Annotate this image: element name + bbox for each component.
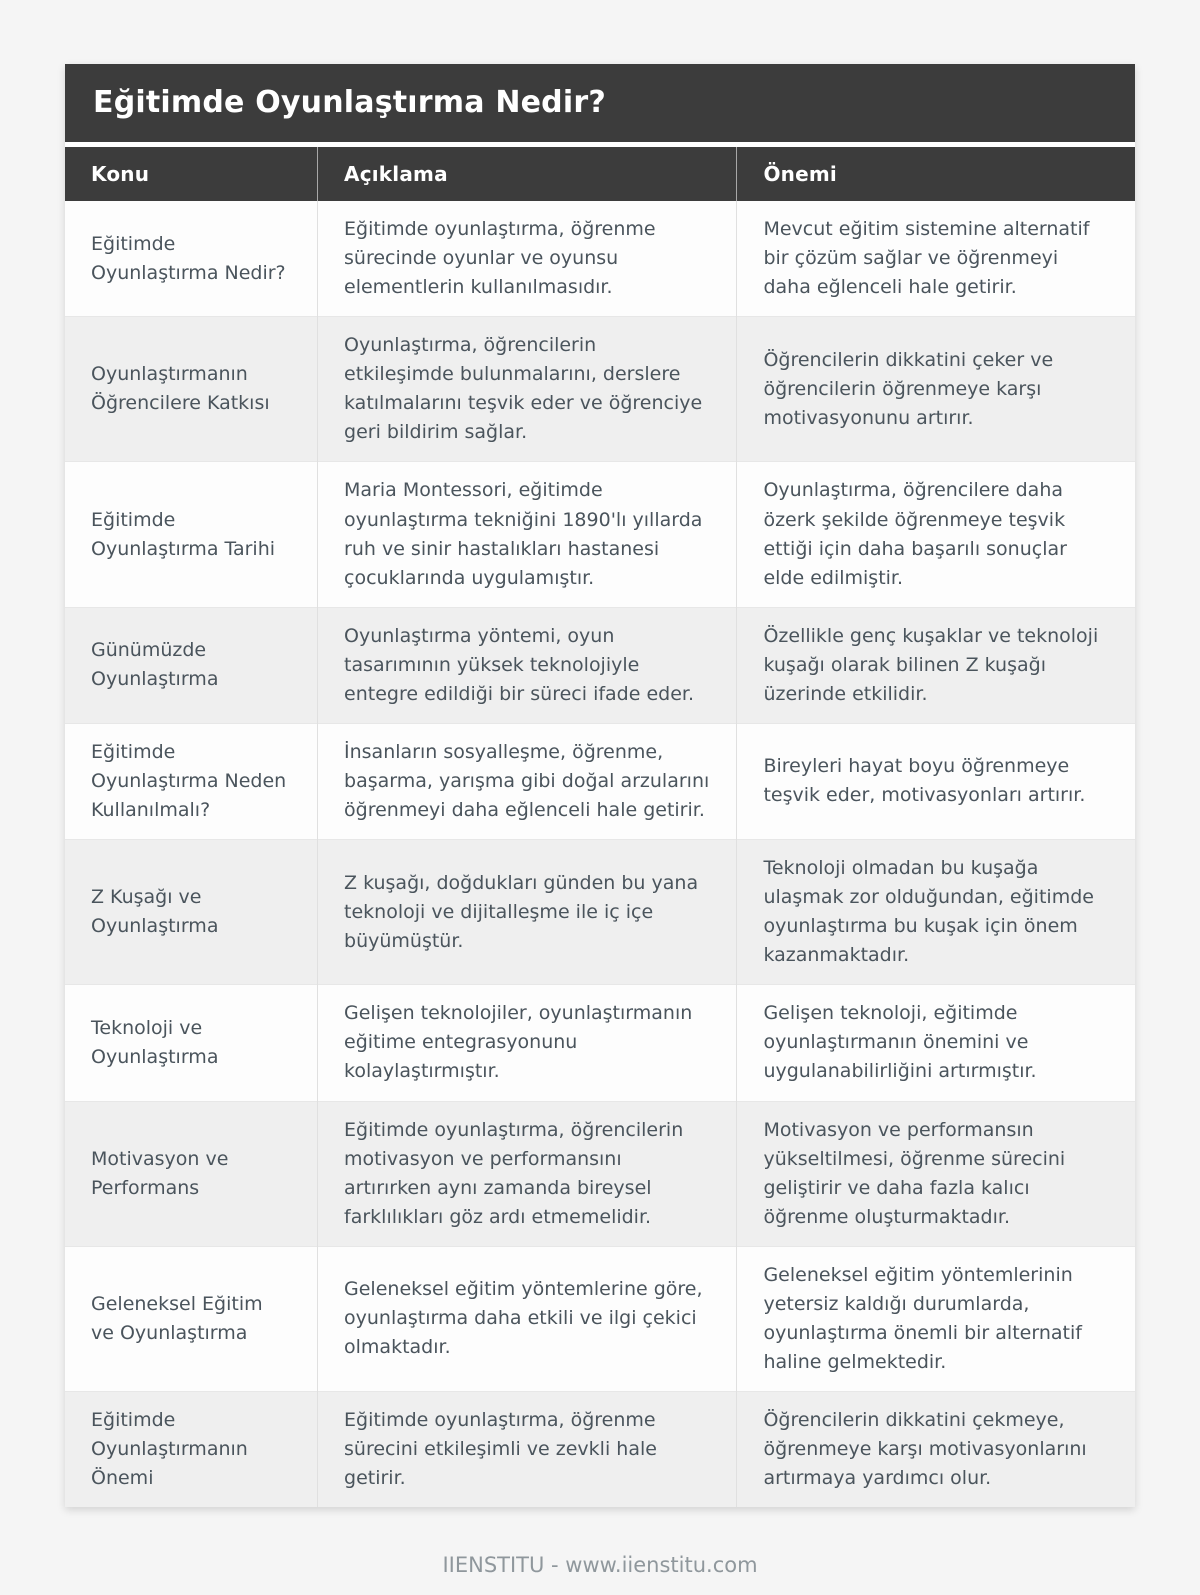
table-row bbox=[65, 201, 1135, 317]
content-card bbox=[65, 64, 1135, 1507]
column-header-aciklama: Açıklama bbox=[318, 147, 737, 201]
table-row bbox=[65, 985, 1135, 1101]
cell-aciklama: Oyunlaştırma, öğrencilerin etkileşimde bulunmalarını, derslere katılmalarını teşvik eder ve öğrenciye geri bildirim sağlar. bbox=[318, 317, 737, 462]
cell-onemi: Oyunlaştırma, öğrencilere daha özerk şekilde öğrenmeye teşvik ettiği için daha başarılı sonuçlar elde edilmiştir. bbox=[737, 462, 1135, 607]
table-row bbox=[65, 1246, 1135, 1391]
cell-aciklama: Oyunlaştırma yöntemi, oyun tasarımının yüksek teknolojiyle entegre edildiği bir süreci ifade eder. bbox=[318, 607, 737, 723]
table-row bbox=[65, 462, 1135, 607]
cell-konu: Eğitimde Oyunlaştırmanın Önemi bbox=[65, 1392, 318, 1508]
cell-onemi: Motivasyon ve performansın yükseltilmesi, öğrenme sürecini geliştirir ve daha fazla kalıcı öğrenme oluşturmaktadır. bbox=[737, 1101, 1135, 1246]
table-row bbox=[65, 317, 1135, 462]
cell-onemi: Özellikle genç kuşaklar ve teknoloji kuşağı olarak bilinen Z kuşağı üzerinde etkilidir. bbox=[737, 607, 1135, 723]
cell-aciklama: Geleneksel eğitim yöntemlerine göre, oyunlaştırma daha etkili ve ilgi çekici olmaktadır. bbox=[318, 1246, 737, 1391]
cell-onemi: Gelişen teknoloji, eğitimde oyunlaştırmanın önemini ve uygulanabilirliğini artırmıştır. bbox=[737, 985, 1135, 1101]
table-body bbox=[65, 201, 1135, 1507]
cell-onemi: Öğrencilerin dikkatini çeker ve öğrencilerin öğrenmeye karşı motivasyonunu artırır. bbox=[737, 317, 1135, 462]
cell-konu: Motivasyon ve Performans bbox=[65, 1101, 318, 1246]
cell-aciklama: Eğitimde oyunlaştırma, öğrenme sürecini etkileşimli ve zevkli hale getirir. bbox=[318, 1392, 737, 1508]
page-title: Eğitimde Oyunlaştırma Nedir? bbox=[65, 64, 1135, 142]
gamification-table bbox=[65, 147, 1135, 1507]
column-header-konu: Konu bbox=[65, 147, 318, 201]
cell-onemi: Geleneksel eğitim yöntemlerinin yetersiz kaldığı durumlarda, oyunlaştırma önemli bir alternatif haline gelmektedir. bbox=[737, 1246, 1135, 1391]
cell-aciklama: Eğitimde oyunlaştırma, öğrenme sürecinde oyunlar ve oyunsu elementlerin kullanılmasıdır. bbox=[318, 201, 737, 317]
cell-aciklama: Gelişen teknolojiler, oyunlaştırmanın eğitime entegrasyonunu kolaylaştırmıştır. bbox=[318, 985, 737, 1101]
cell-konu: Oyunlaştırmanın Öğrencilere Katkısı bbox=[65, 317, 318, 462]
document-page bbox=[65, 0, 1135, 1577]
cell-onemi: Bireyleri hayat boyu öğrenmeye teşvik eder, motivasyonları artırır. bbox=[737, 723, 1135, 839]
table-row bbox=[65, 840, 1135, 985]
cell-onemi: Mevcut eğitim sistemine alternatif bir çözüm sağlar ve öğrenmeyi daha eğlenceli hale getirir. bbox=[737, 201, 1135, 317]
cell-aciklama: Eğitimde oyunlaştırma, öğrencilerin motivasyon ve performansını artırırken aynı zamanda bireysel farklılıkları göz ardı etmemelidir. bbox=[318, 1101, 737, 1246]
cell-konu: Geleneksel Eğitim ve Oyunlaştırma bbox=[65, 1246, 318, 1391]
cell-konu: Z Kuşağı ve Oyunlaştırma bbox=[65, 840, 318, 985]
footer-brand-text: IIENSTITU - www.iienstitu.com bbox=[442, 1553, 758, 1578]
column-header-onemi: Önemi bbox=[737, 147, 1135, 201]
table-header bbox=[65, 147, 1135, 201]
cell-konu: Eğitimde Oyunlaştırma Neden Kullanılmalı? bbox=[65, 723, 318, 839]
cell-aciklama: Maria Montessori, eğitimde oyunlaştırma tekniğini 1890'lı yıllarda ruh ve sinir hastalıkları hastanesi çocuklarında uygulamıştır. bbox=[318, 462, 737, 607]
table-row bbox=[65, 607, 1135, 723]
cell-konu: Günümüzde Oyunlaştırma bbox=[65, 607, 318, 723]
table-row bbox=[65, 1101, 1135, 1246]
table-row bbox=[65, 1392, 1135, 1508]
table-row bbox=[65, 723, 1135, 839]
cell-konu: Teknoloji ve Oyunlaştırma bbox=[65, 985, 318, 1101]
cell-aciklama: Z kuşağı, doğdukları günden bu yana teknoloji ve dijitalleşme ile iç içe büyümüştür. bbox=[318, 840, 737, 985]
cell-onemi: Öğrencilerin dikkatini çekmeye, öğrenmeye karşı motivasyonlarını artırmaya yardımcı olur. bbox=[737, 1392, 1135, 1508]
cell-aciklama: İnsanların sosyalleşme, öğrenme, başarma, yarışma gibi doğal arzularını öğrenmeyi daha eğlenceli hale getirir. bbox=[318, 723, 737, 839]
cell-onemi: Teknoloji olmadan bu kuşağa ulaşmak zor olduğundan, eğitimde oyunlaştırma bu kuşak için önem kazanmaktadır. bbox=[737, 840, 1135, 985]
table-header-row bbox=[65, 147, 1135, 201]
cell-konu: Eğitimde Oyunlaştırma Tarihi bbox=[65, 462, 318, 607]
cell-konu: Eğitimde Oyunlaştırma Nedir? bbox=[65, 201, 318, 317]
